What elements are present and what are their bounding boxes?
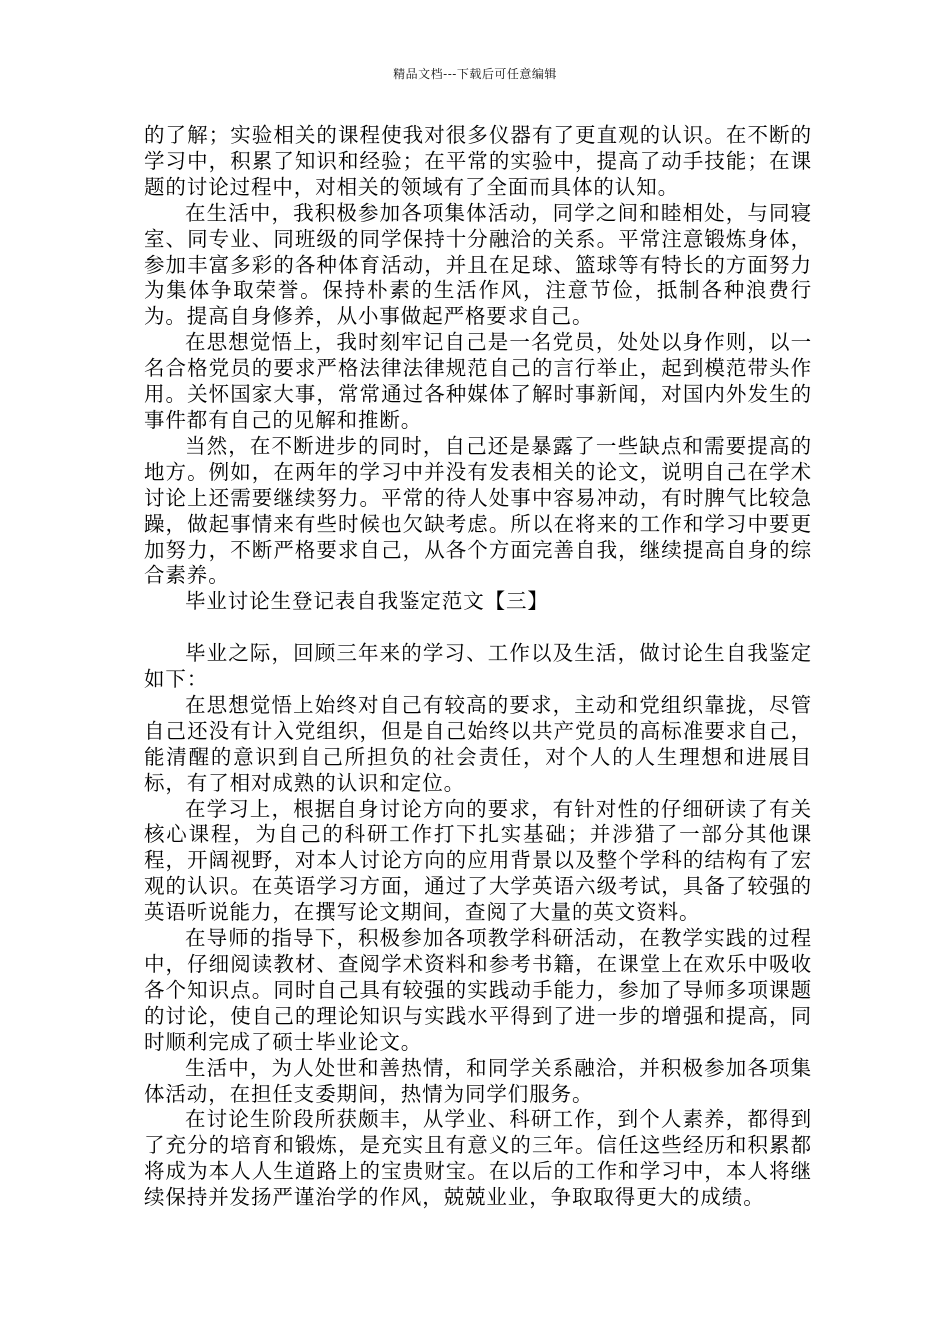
- paragraph-intro: 毕业之际，回顾三年来的学习、工作以及生活，做讨论生自我鉴定如下：: [144, 641, 812, 692]
- paragraph-party: 在思想觉悟上始终对自己有较高的要求，主动和党组织靠拢，尽管自己还没有计入党组织，但是自己始终以共产党员的高标准要求自己，能清醒的意识到自己所担负的社会责任，对个人的人生理想和进展目标，有了相对成熟的认识和定位。: [144, 692, 812, 795]
- paragraph-study: 在学习上，根据自身讨论方向的要求，有针对性的仔细研读了有关核心课程，为自己的科研工作打下扎实基础；并涉猎了一部分其他课程，开阔视野，对本人讨论方向的应用背景以及整个学科的结构有了宏观的认识。在英语学习方面，通过了大学英语六级考试，具备了较强的英语听说能力，在撰写论文期间，查阅了大量的英文资料。: [144, 796, 812, 925]
- section-title: 毕业讨论生登记表自我鉴定范文【三】: [185, 589, 549, 614]
- paragraph-shortcomings: 当然，在不断进步的同时，自己还是暴露了一些缺点和需要提高的地方。例如，在两年的学习中并没有发表相关的论文，说明自己在学术讨论上还需要继续努力。平常的待人处事中容易冲动，有时脾气比较急躁，做起事情来有些时候也欠缺考虑。所以在将来的工作和学习中要更加努力，不断严格要求自己，从各个方面完善自我，继续提高自身的综合素养。: [144, 433, 812, 588]
- document-body: [144, 123, 812, 1211]
- page-header: 精品文档---下载后可任意编辑: [393, 67, 557, 81]
- paragraph-research: 在导师的指导下，积极参加各项教学科研活动，在教学实践的过程中，仔细阅读教材、查阅学术资料和参考书籍，在课堂上在欢乐中吸收各个知识点。同时自己具有较强的实践动手能力，参加了导师多项课题的讨论，使自己的理论知识与实践水平得到了进一步的增强和提高，同时顺利完成了硕士毕业论文。: [144, 926, 812, 1054]
- paragraph-ideology: 在思想觉悟上，我时刻牢记自己是一名党员，处处以身作则，以一名合格党员的要求严格法律法律规范自己的言行举止，起到模范带头作用。关怀国家大事，常常通过各种媒体了解时事新闻，对国内外发生的事件都有自己的见解和推断。: [144, 330, 812, 432]
- paragraph-conclusion: 在讨论生阶段所获颇丰，从学业、科研工作，到个人素养，都得到了充分的培育和锻炼，是充实且有意义的三年。信任这些经历和积累都将成为本人人生道路上的宝贵财宝。在以后的工作和学习中，本人将继续保持并发扬严谨治学的作风，兢兢业业，争取取得更大的成绩。: [144, 1107, 812, 1210]
- paragraph-continuation: 的了解；实验相关的课程使我对很多仪器有了更直观的认识。在不断的学习中，积累了知识和经验；在平常的实验中，提高了动手技能；在课题的讨论过程中，对相关的领域有了全面而具体的认知。: [144, 123, 812, 199]
- paragraph-life: 在生活中，我积极参加各项集体活动，同学之间和睦相处，与同寝室、同专业、同班级的同学保持十分融洽的关系。平常注意锻炼身体，参加丰富多彩的各种体育活动，并且在足球、篮球等有特长的方面努力为集体争取荣誉。保持朴素的生活作风，注意节俭，抵制各种浪费行为。提高自身修养，从小事做起严格要求自己。: [144, 200, 812, 329]
- paragraph-social: 生活中，为人处世和善热情，和同学关系融洽，并积极参加各项集体活动，在担任支委期间，热情为同学们服务。: [144, 1055, 812, 1106]
